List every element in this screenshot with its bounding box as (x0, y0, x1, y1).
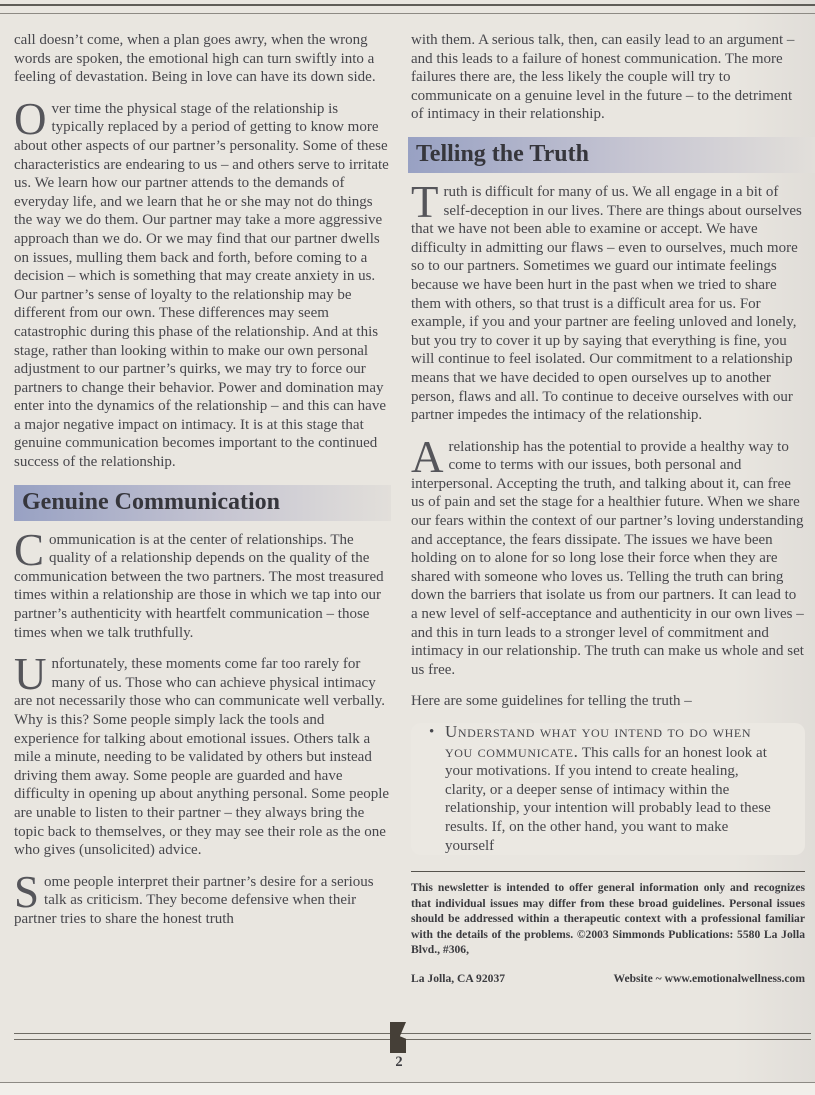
paragraph-with-them: with them. A serious talk, then, can easily lead to an argument – and this leads to a failure of honest communication. The more failures there are, the less likely the couple will try to communicate on a genuine level in the future – to the detriment of intimacy in their relationship. (411, 32, 795, 123)
scan-edge (0, 1083, 815, 1095)
left-column (14, 31, 391, 929)
dropcap-O: O (14, 93, 47, 144)
publisher-disclaimer (411, 871, 805, 986)
paragraph-communication (14, 524, 391, 643)
dropcap-S: S (14, 866, 40, 917)
section-header-telling-the-truth: Telling the Truth (408, 137, 815, 173)
paragraph-text: ruth is difficult for many of us. We all engage in a bit of self-deception in our lives. There are things about ourselves that we have not been able to examine or accept. We have difficulty in admitting our flaws – even to ourselves, much more so to our partners. Sometimes we guard our intimate feelings because we have been hurt in the past when we tried to share them with others, so that trust is a difficult area for us. For example, if you and your partner are feeling unloved and lonely, but you try to cover it up by saying that everything is fine, you will continue to feel isolated. Our commitment to a relationship means that we have decided to open ourselves up to another person, flaws and all. To continue to deceive ourselves with our partner impedes the intimacy of the relationship. (411, 183, 802, 424)
paragraph-over-time (14, 93, 391, 472)
dropcap-U: U (14, 649, 47, 700)
paragraph-some-people (14, 866, 391, 929)
top-rule-thin (0, 13, 815, 14)
guidelines-intro: Here are some guidelines for telling the truth – (411, 693, 692, 710)
publisher-website: Website ~ www.emotionalwellness.com (613, 971, 805, 985)
page-number: 2 (395, 1054, 403, 1070)
guideline-body-text: This calls for an honest look at your motivations. If you intend to create healing, clarity, or a deeper sense of intimacy within the relationship, your intention will probably lead to these results. If, on the other hand, you want to make yourself (445, 744, 771, 854)
paragraph-text: relationship has the potential to provide a healthy way to come to terms with our issues, both personal and interpersonal. Accepting the truth, and talking about it, can free us of pain and set the stage for a healthier future. When we share our fears within the context of our partner’s loving understanding and acceptance, the fears dissipate. The issues we have been holding on to alone for so long lose their force when they are shared with someone who loves us. Telling the truth can bring down the barriers that isolate us from our partners. It can lead to a new level of self-acceptance and authenticity in our own lives – and this in turn leads to a stronger level of commitment and intimacy in our relationship. The truth can make us whole and set us free. (411, 438, 804, 678)
footer-double-rule (14, 1033, 811, 1040)
disclaimer-text: This newsletter is intended to offer general information only and recognizes that individual issues may differ from these broad guidelines. Personal issues should be addressed within a therapeutic context with a professional familiar with the details of the problems. ©2003 Simmonds Publications: 5580 La Jolla Blvd., #306, (411, 881, 805, 957)
right-column (411, 31, 805, 986)
paragraph-text: nfortunately, these moments come far too rarely for many of us. Those who can achieve physical intimacy are not necessarily those who can communicate well verbally. Why is this? Some people simply lack the tools and experience for talking about emotional issues. Others talk a mile a minute, needing to be validated by others but instead driving them away. Some people are guarded and have difficulty in opening up about anything personal. Some people are unable to listen to their partner – they always bring the topic back to themselves, or they may see their role as the one who gives (unsolicited) advice. (14, 656, 390, 859)
dropcap-T: T (411, 176, 439, 227)
guideline-bullet-item (411, 723, 805, 855)
bullet-icon: • (429, 724, 435, 740)
dropcap-C: C (14, 524, 45, 575)
paragraph-relationship-potential (411, 431, 805, 680)
top-rule-thick (0, 4, 815, 6)
dropcap-A: A (411, 431, 444, 482)
paragraph-continued: call doesn’t come, when a plan goes awry, when the wrong words are spoken, the emotional high can turn swiftly into a feeling of devastation. Being in love can have its down side. (14, 32, 376, 86)
paragraph-unfortunately (14, 649, 391, 860)
publisher-address-city: La Jolla, CA 92037 (411, 971, 506, 985)
paragraph-text: ommunication is at the center of relationships. The quality of a relationship depends on the quality of the communication between the two partners. The most treasured times within a relationship are those in which we tap into our partner’s authenticity with heartfelt communication – those times when we talk truthfully. (14, 531, 384, 641)
guideline-lead-smallcaps: Understand what you intend to do when you communicate. (445, 722, 752, 761)
paragraph-truth (411, 176, 805, 425)
paragraph-text: ver time the physical stage of the relationship is typically replaced by a period of getting to know more about other aspects of our partner’s personality. Some of these characteristics are endearing to us – and others serve to irritate us. We learn how our partner attends to the demands of everyday life, and we learn that he or she may not do things the way we do them. Our partner may take a more aggressive approach than we do. Or we may find that our partner dwells on issues, mulling them back and forth, before coming to a decision – which is something that may create anxiety in us. Our partner’s sense of loyalty to the relationship may be different from our own. These differences may seem catastrophic during this phase of the relationship. And at this stage, rather than looking within to make our own personal adjustment to our partner’s quirks, we may try to force our partners to change their behavior. Power and domination may enter into the dynamics of the relationship – and this can have a major negative impact on intimacy. It is at this stage that genuine communication becomes important to the continued success of the relationship. (14, 100, 389, 471)
section-header-genuine-communication: Genuine Communication (14, 485, 391, 521)
guideline-text (445, 723, 775, 855)
paragraph-text: ome people interpret their partner’s desire for a serious talk as criticism. They become defensive when their partner tries to share the honest truth (14, 873, 374, 927)
